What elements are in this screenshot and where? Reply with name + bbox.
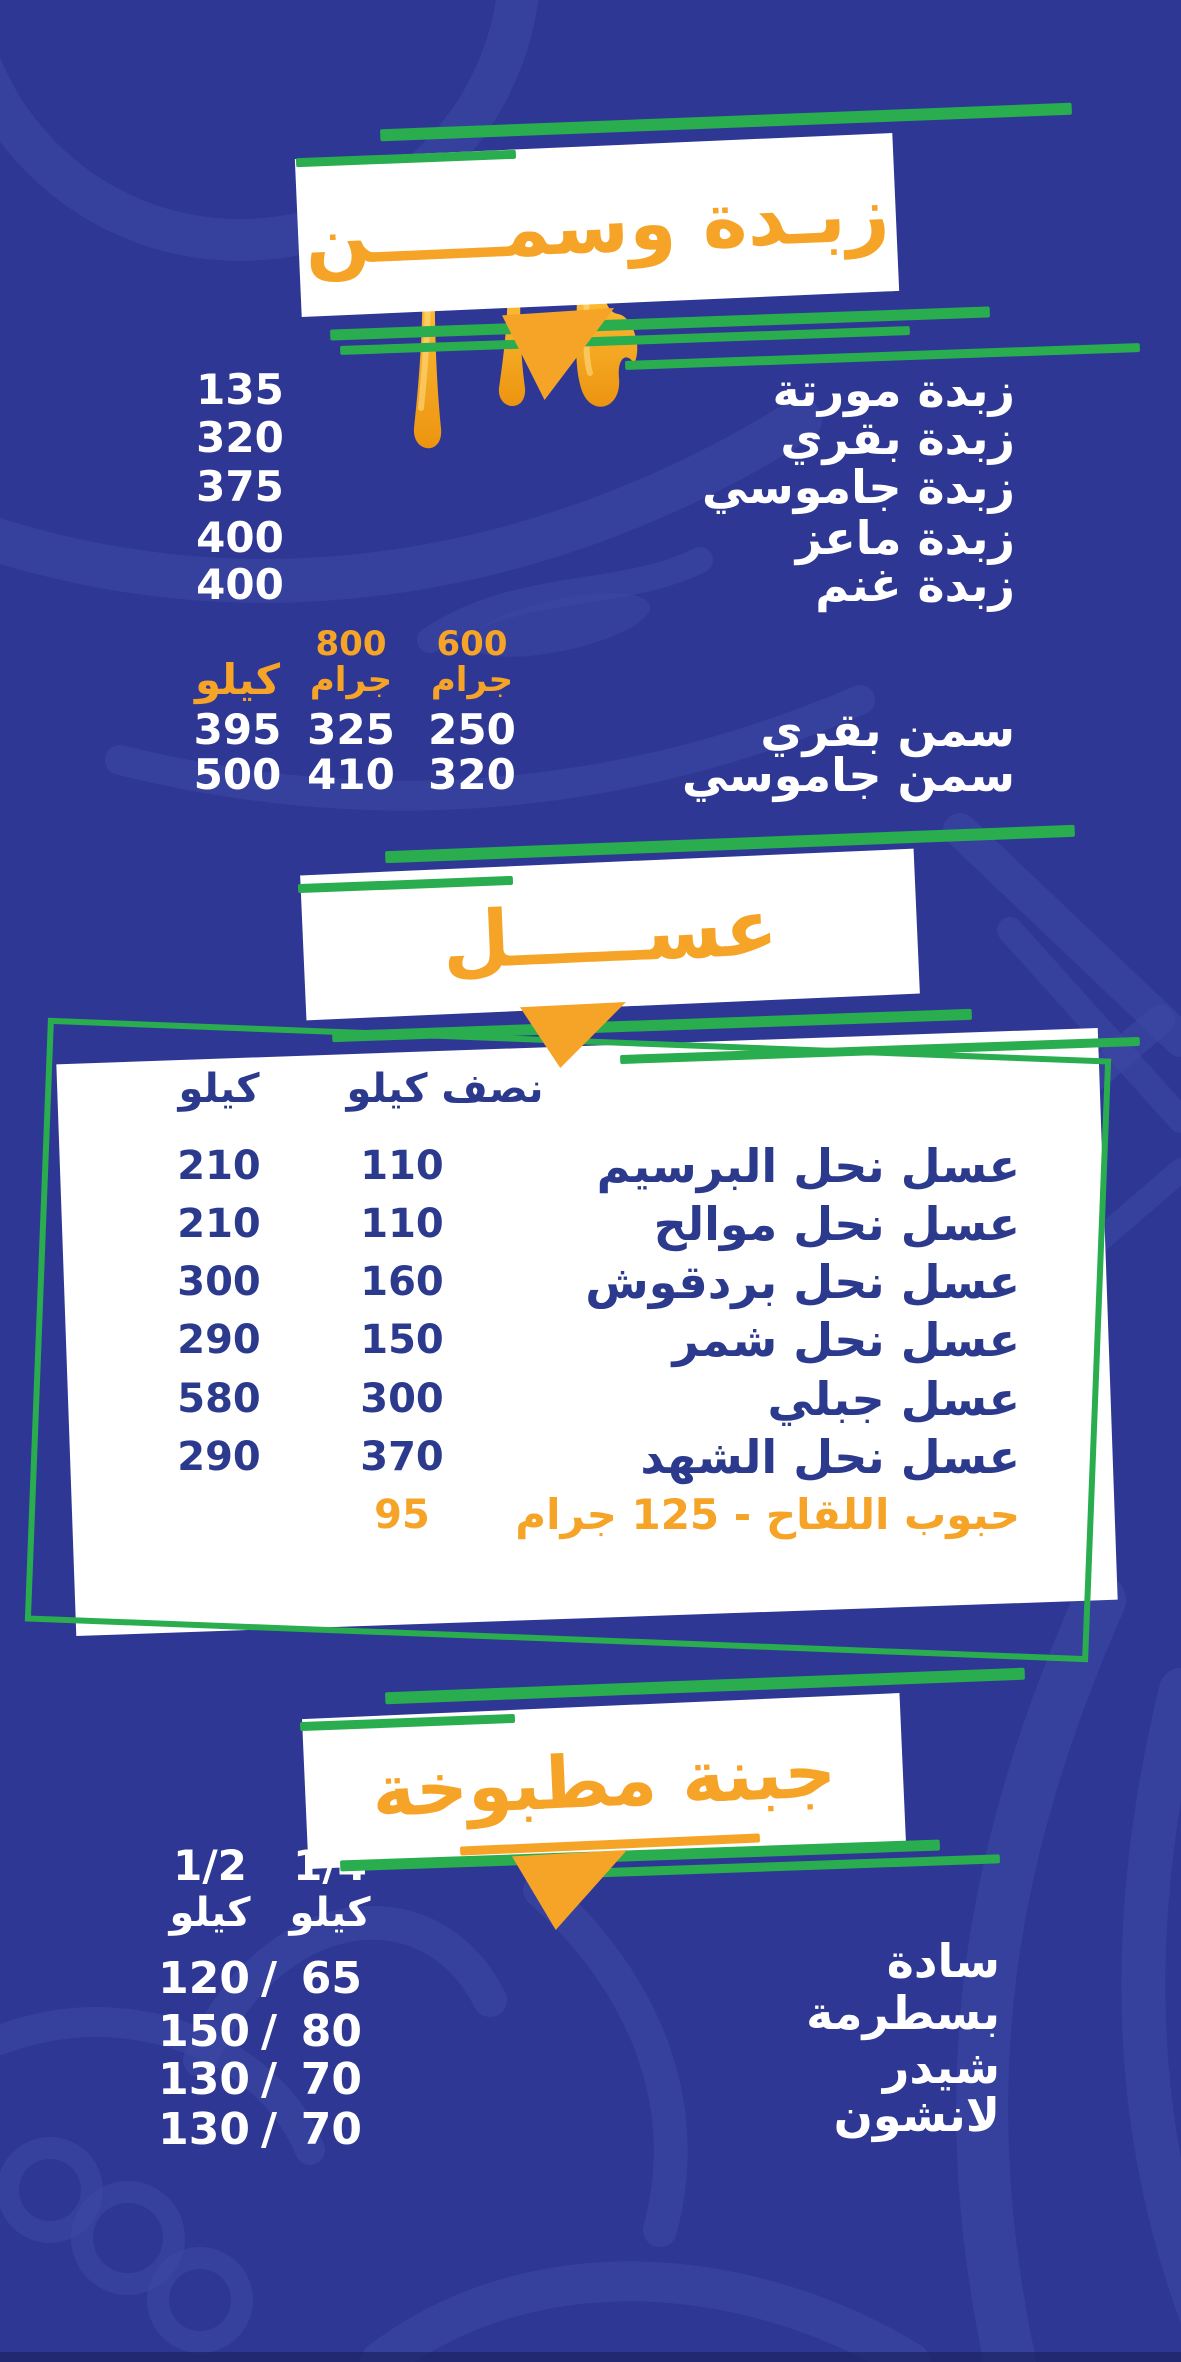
ghee-price-800g: 410 [307, 750, 395, 799]
cheese-column-quarter-number: 1/4 [293, 1841, 367, 1890]
cheese-price-quarter: 70 [300, 2104, 362, 2155]
pollen-item-name: حبوب اللقاح - 125 جرام [515, 1490, 1020, 1539]
cheese-price-half: 150 [158, 2006, 250, 2057]
honey-price-half: 160 [360, 1259, 444, 1305]
cheese-price-quarter: 65 [300, 1953, 362, 2004]
butter-item-price: 320 [196, 413, 284, 462]
ghee-item-name: سمن جاموسي [681, 748, 1015, 802]
ghee-price-kilo: 500 [193, 750, 282, 799]
honey-item-name: عسل نحل البرسيم [596, 1139, 1020, 1193]
honey-column-kilo: كيلو [178, 1066, 260, 1112]
ghee-column-800g-number: 800 [315, 624, 387, 664]
honey-price-kilo: 300 [177, 1259, 261, 1305]
cheese-price-half: 120 [158, 1953, 250, 2004]
butter-item-price: 400 [196, 560, 284, 609]
butter-item-name: زبدة بقري [780, 411, 1015, 465]
honey-item-name: عسل نحل شمر [672, 1313, 1020, 1367]
honey-item-name: عسل جبلي [767, 1372, 1020, 1426]
cheese-section-title: جبنة مطبوخة [370, 1728, 838, 1834]
honey-price-half: 370 [360, 1434, 444, 1480]
honey-price-kilo: 290 [177, 1317, 261, 1363]
honey-item-name: عسل نحل بردقوش [585, 1255, 1020, 1309]
honey-item-name: عسل نحل موالح [653, 1197, 1020, 1251]
cheese-price-separator: / [260, 2006, 278, 2057]
ghee-item-name: سمن بقري [760, 703, 1015, 757]
cheese-column-half-unit: كيلو [169, 1890, 251, 1936]
bottom-edge-strip [0, 2352, 1181, 2362]
cheese-item-name: بسطرمة [806, 1986, 1000, 2040]
pollen-price: 95 [374, 1492, 430, 1538]
ghee-price-600g: 250 [428, 705, 516, 754]
cheese-price-half: 130 [158, 2104, 250, 2155]
cheese-item-name: لانشون [833, 2088, 1000, 2142]
ghee-column-600g-number: 600 [436, 624, 508, 664]
butter-item-price: 375 [196, 462, 284, 511]
honey-price-half: 300 [360, 1376, 444, 1422]
butter-section-title: زبـدة وسمـــــن [302, 167, 892, 283]
cheese-price-quarter: 70 [300, 2054, 362, 2105]
honey-price-kilo: 290 [177, 1434, 261, 1480]
cheese-price-separator: / [260, 2104, 278, 2155]
ghee-price-800g: 325 [307, 705, 395, 754]
butter-item-name: زبدة مورتة [772, 363, 1015, 417]
honey-section-banner [300, 849, 920, 1021]
cheese-price-separator: / [260, 2054, 278, 2105]
ghee-price-kilo: 395 [193, 705, 282, 754]
butter-item-name: زبدة جاموسي [701, 460, 1015, 514]
cheese-column-quarter-unit: كيلو [289, 1890, 371, 1936]
honey-column-half-kilo: نصف كيلو [346, 1066, 544, 1112]
honey-price-half: 110 [360, 1201, 444, 1247]
honey-price-kilo: 210 [177, 1143, 261, 1189]
cheese-price-half: 130 [158, 2054, 250, 2105]
honey-price-kilo: 580 [177, 1376, 261, 1422]
butter-item-price: 135 [196, 365, 284, 414]
cheese-price-separator: / [260, 1953, 278, 2004]
ghee-column-800g [291, 626, 411, 698]
ghee-column-600g-unit: جرام [430, 660, 514, 700]
honey-price-half: 110 [360, 1143, 444, 1189]
cheese-column-half-number: 1/2 [173, 1841, 247, 1890]
honey-item-name: عسل نحل الشهد [640, 1430, 1020, 1484]
honey-price-half: 150 [360, 1317, 444, 1363]
ghee-price-600g: 320 [428, 750, 516, 799]
cheese-item-name: شيدر [882, 2040, 1000, 2094]
cheese-item-name: سادة [886, 1934, 1000, 1988]
honey-price-kilo: 210 [177, 1201, 261, 1247]
ghee-column-kilo: كيلو [194, 655, 281, 704]
cheese-price-quarter: 80 [300, 2006, 362, 2057]
ghee-column-600g [412, 626, 532, 698]
honey-section-title: عســـــل [440, 882, 780, 987]
butter-item-name: زبدة ماعز [795, 511, 1015, 565]
ghee-column-800g-unit: جرام [309, 660, 393, 700]
butter-item-price: 400 [196, 513, 284, 562]
butter-item-name: زبدة غنم [815, 558, 1015, 612]
